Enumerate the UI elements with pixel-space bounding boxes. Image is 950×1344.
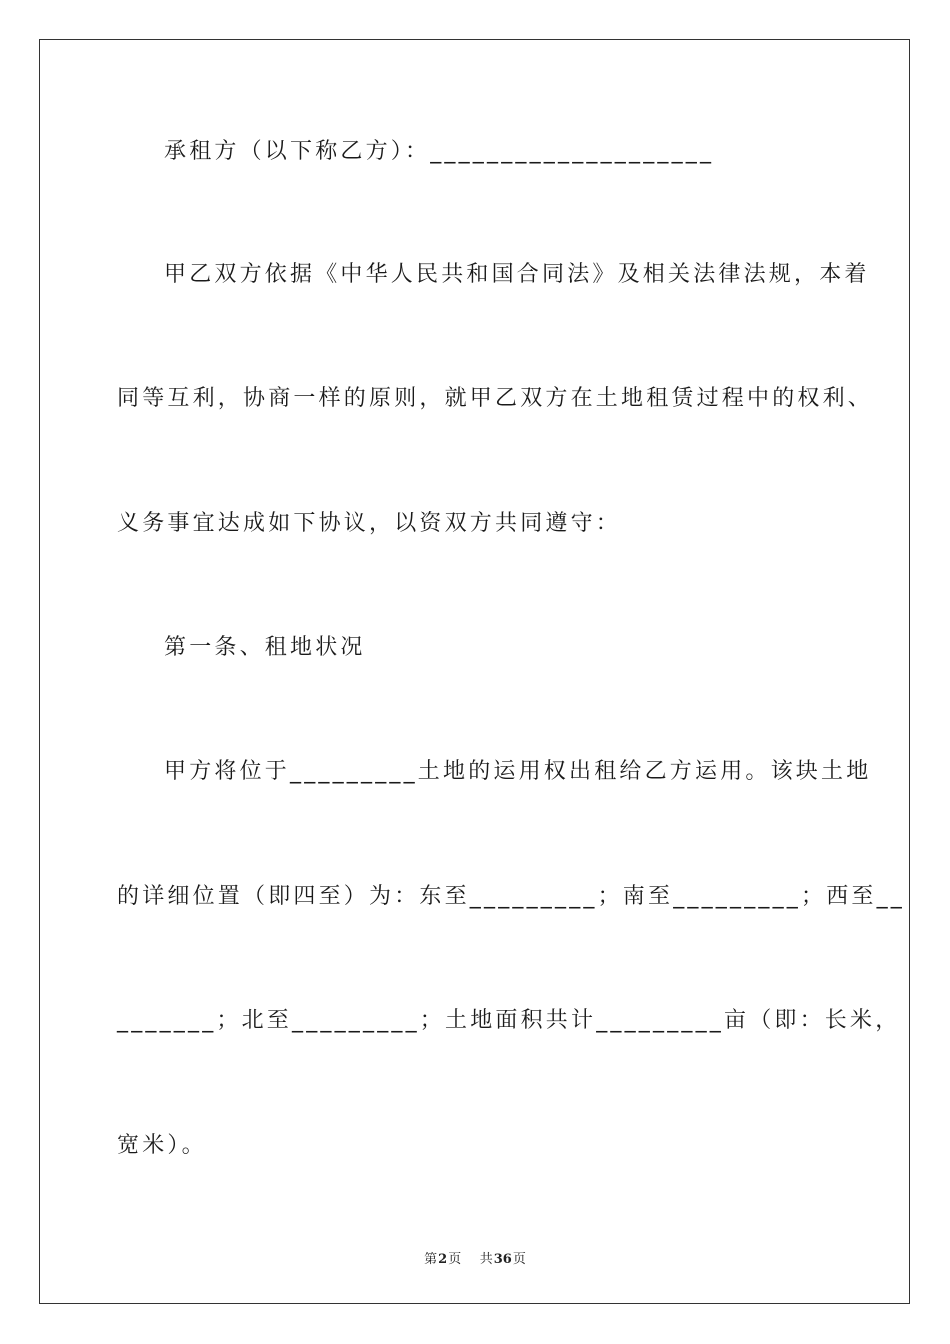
preamble-line-3: 义务事宜达成如下协议，以资双方共同遵守： (117, 511, 622, 536)
footer-total-suffix: 页 (512, 1252, 526, 1267)
preamble-line-1: 甲乙双方依据《中华人民共和国合同法》及相关法律法规，本着 (164, 262, 870, 287)
footer-page-number: 2 (438, 1252, 448, 1267)
page-footer (0, 1248, 950, 1267)
article-one-line-3: _______；北至_________；土地面积共计_________亩（即：长米， (117, 1008, 901, 1033)
footer-page-prefix: 第 (424, 1252, 438, 1267)
lessee-line: 承租方（以下称乙方）：____________________ (164, 139, 715, 164)
footer-total-pages: 36 (493, 1252, 512, 1267)
footer-total-prefix: 共 (479, 1252, 493, 1267)
footer-page-suffix: 页 (448, 1252, 462, 1267)
article-one-line-4: 宽米）。 (117, 1133, 207, 1158)
page-border (39, 39, 910, 1304)
preamble-line-2: 同等互利，协商一样的原则，就甲乙双方在土地租赁过程中的权利、 (117, 386, 874, 411)
article-one-line-2: 的详细位置（即四至）为：东至_________；南至_________；西至__ (117, 884, 906, 909)
article-one-heading: 第一条、租地状况 (164, 635, 366, 660)
article-one-line-1: 甲方将位于_________土地的运用权出租给乙方运用。该块土地 (164, 759, 872, 784)
